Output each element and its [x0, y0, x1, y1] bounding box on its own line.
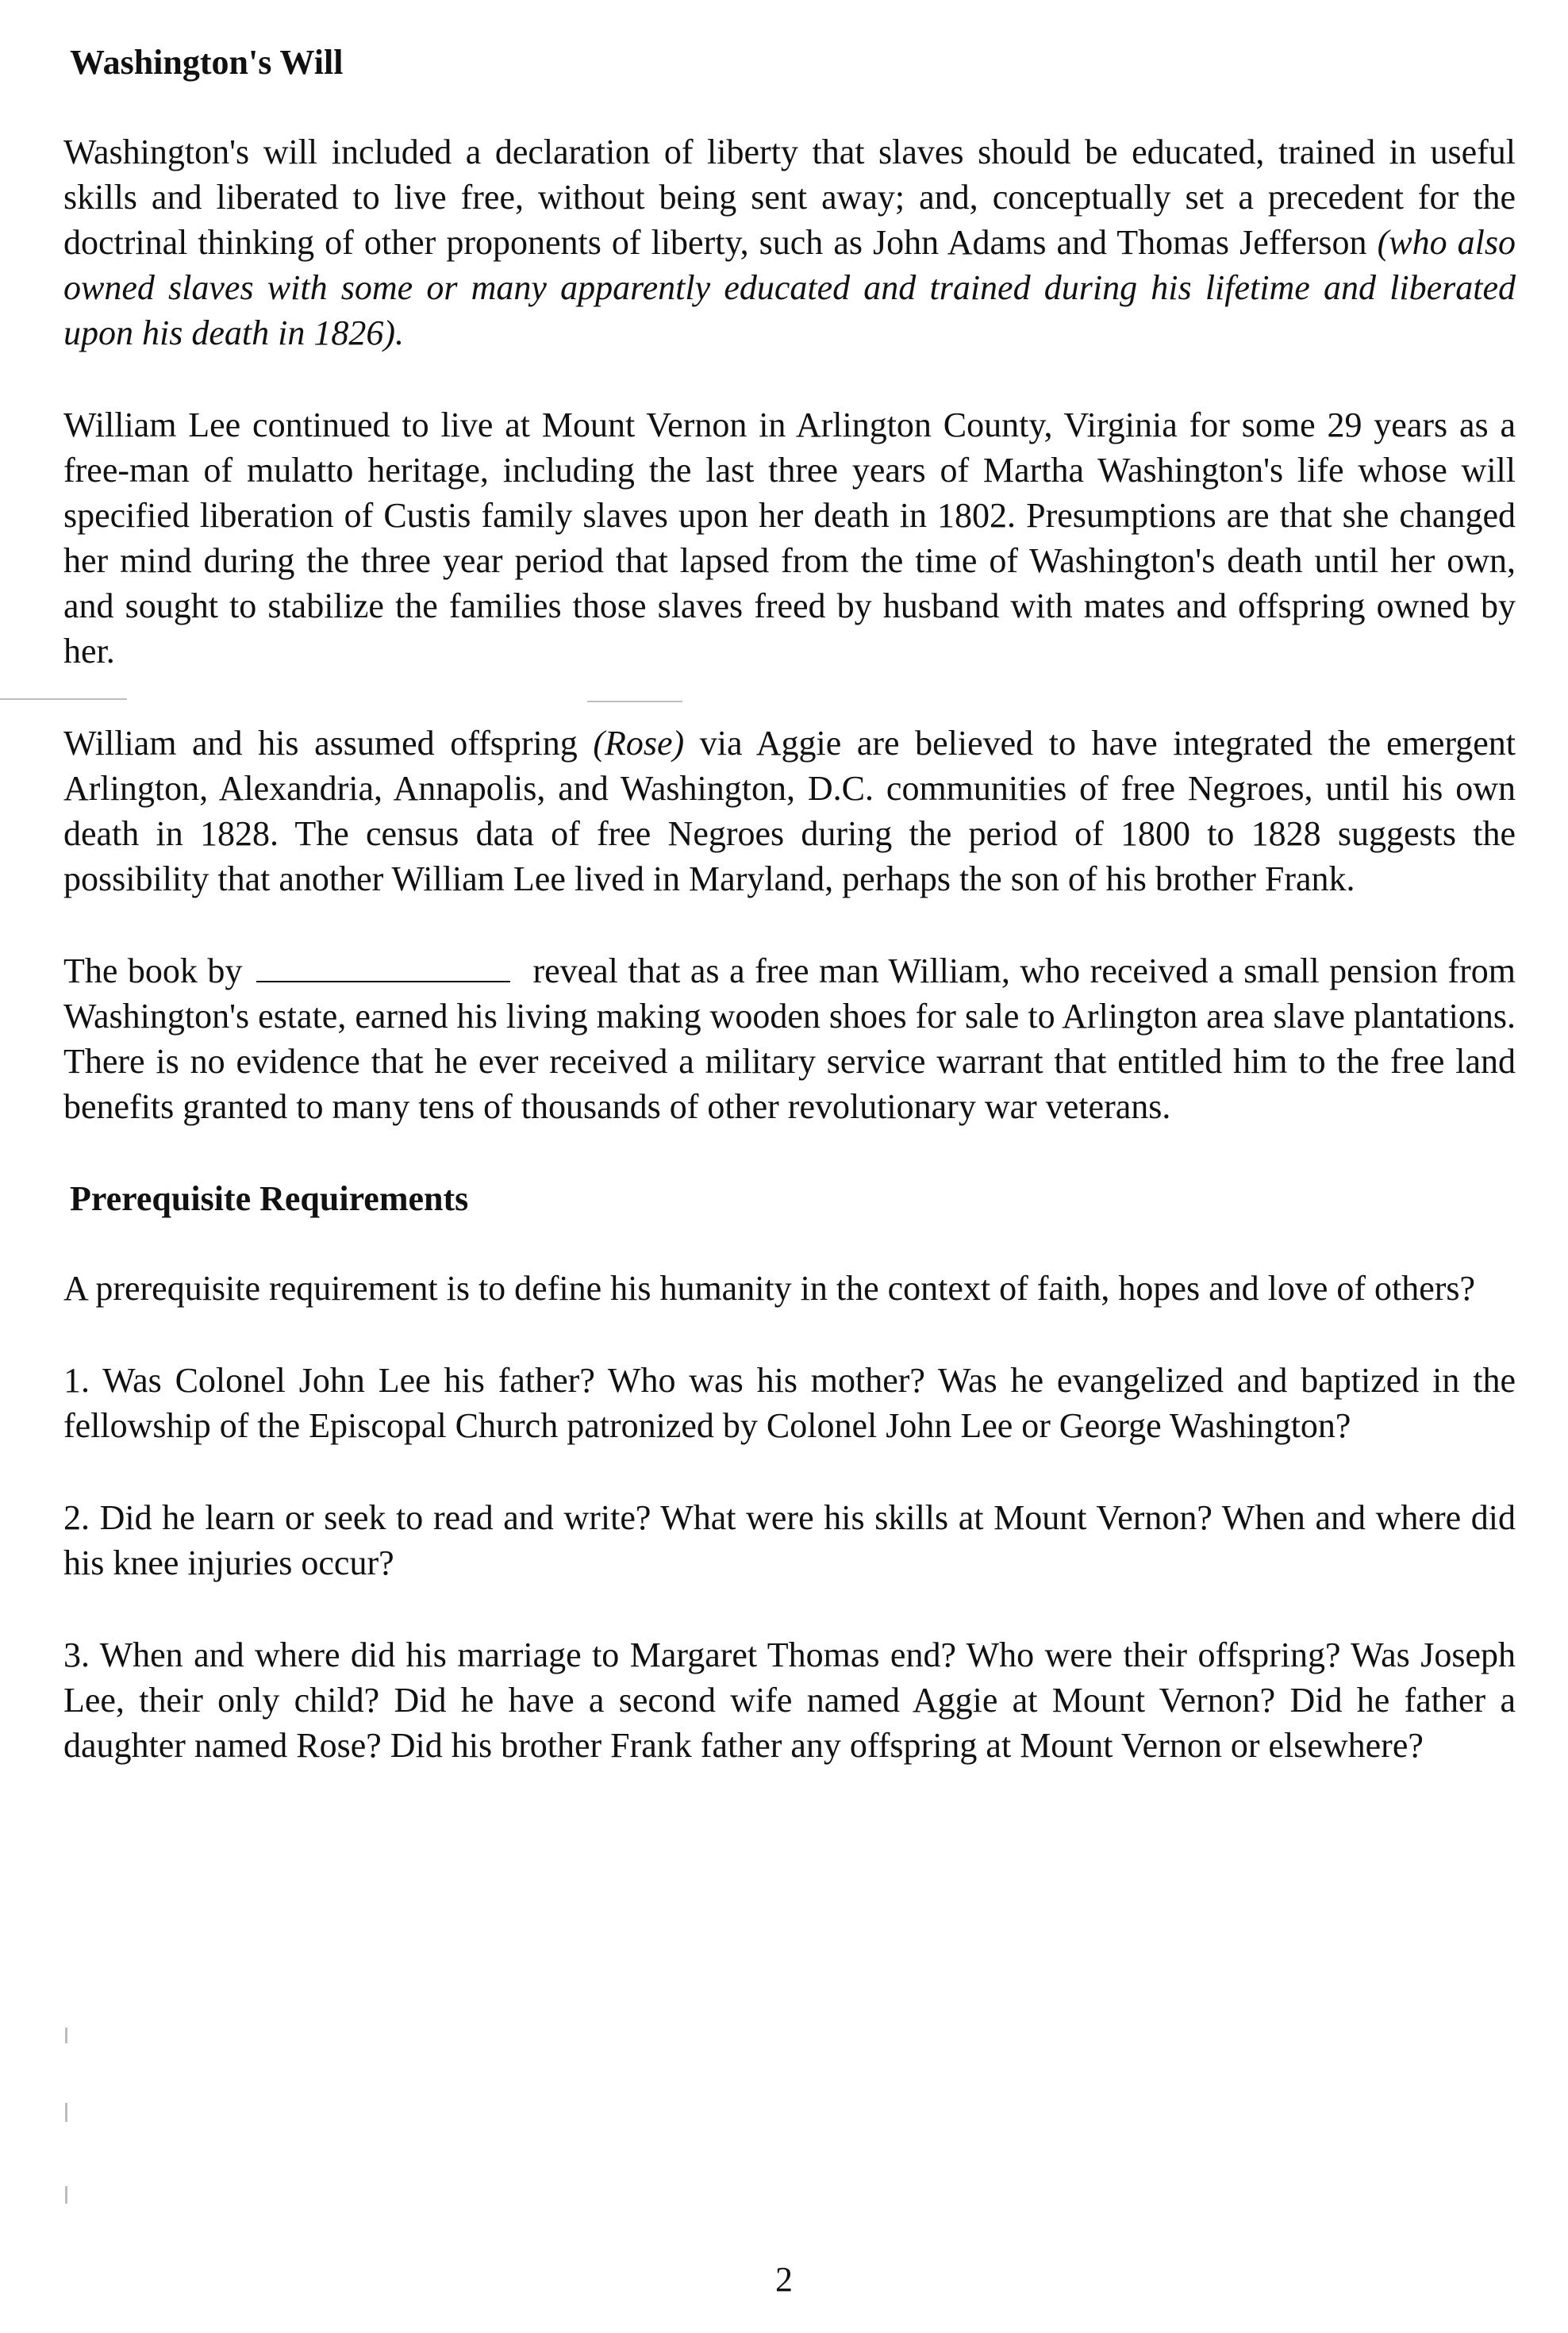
paragraph-text-end: reveal that as a free man William, who received a small pension from Washington's estate, earned his living making wooden shoes for sale to Arlington area slave plantations. There is no evidence that he ever received a military service warrant that entitled him to the free land benefits granted to many tens of thousands of other revolutionary war veterans.	[63, 951, 1516, 1126]
question-1: 1. Was Colonel John Lee his father? Who was his mother? Was he evangelized and baptized in the fellowship of the Episcopal Church patronized by Colonel John Lee or George Washington?	[63, 1361, 1516, 1445]
paragraph-offspring-communities	[63, 721, 1516, 901]
scan-artifact	[587, 701, 682, 702]
scan-artifact	[65, 2103, 67, 2122]
section-heading-washingtons-will: Washington's Will	[70, 43, 344, 82]
paragraph-william-lee-mount-vernon: William Lee continued to live at Mount Vernon in Arlington County, Virginia for some 29 years as a free-man of mulatto heritage, including the last three years of Martha Washington's life whose will specified liberation of Custis family slaves upon her death in 1802. Presumptions are that she changed her mind during the three year period that lapsed from the time of Washington's death until her own, and sought to stabilize the families those slaves freed by husband with mates and offspring owned by her.	[63, 405, 1516, 671]
paragraph-text-start: The book by	[63, 951, 243, 990]
paragraph-text: Washington's will included a declaration of liberty that slaves should be educated, trained in useful skills and liberated to live free, without being sent away; and, conceptually set a precedent for the doctrinal thinking of other proponents of liberty, such as John Adams and Thomas Jefferson	[63, 133, 1516, 262]
italic-rose: (Rose)	[593, 724, 685, 763]
scan-artifact	[65, 2027, 67, 2043]
paragraph-prerequisite-intro: A prerequisite requirement is to define his humanity in the context of faith, hopes and love of others?	[63, 1269, 1476, 1308]
scan-artifact	[0, 698, 127, 700]
question-3: 3. When and where did his marriage to Margaret Thomas end? Who were their offspring? Was Joseph Lee, their only child? Did he have a second wife named Aggie at Mount Vernon? Did he father a daughter named Rose? Did his brother Frank father any offspring at Mount Vernon or elsewhere?	[63, 1635, 1516, 1765]
section-heading-prerequisite-requirements: Prerequisite Requirements	[70, 1179, 469, 1218]
blank-underline	[256, 951, 510, 982]
page-number: 2	[775, 2260, 793, 2299]
document-page	[63, 40, 1516, 1768]
paragraph-text-start: William and his assumed offspring	[63, 724, 594, 763]
paragraph-free-man-wooden-shoes	[63, 948, 1516, 1129]
paragraph-declaration-of-liberty	[63, 129, 1516, 356]
paragraph-text-end: via Aggie are believed to have integrated the emergent Arlington, Alexandria, Annapolis, and Washington, D.C. communities of free Negroes, until his own death in 1828. The census data of free Negroes during the period of 1800 to 1828 suggests the possibility that another William Lee lived in Maryland, perhaps the son of his brother Frank.	[63, 724, 1516, 898]
italic-aside: (who also owned slaves with some or many apparently educated and trained during his lifetime and liberated upon his death in 1826).	[63, 223, 1516, 352]
scan-artifact	[65, 2186, 67, 2204]
question-2: 2. Did he learn or seek to read and write? What were his skills at Mount Vernon? When and where did his knee injuries occur?	[63, 1498, 1516, 1582]
